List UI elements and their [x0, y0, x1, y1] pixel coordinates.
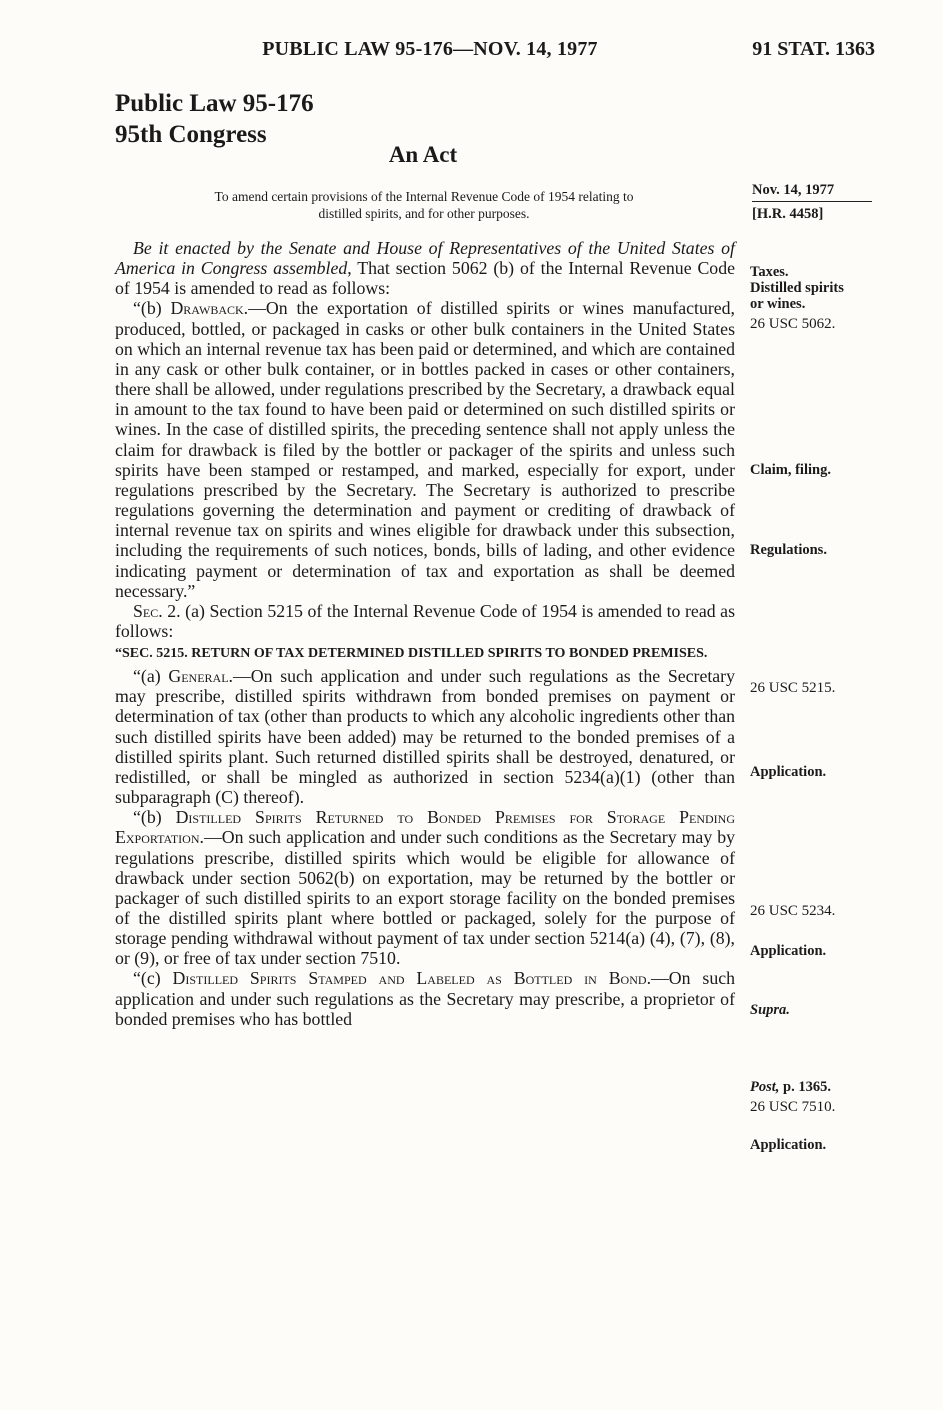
enacting-clause-rest: , That section 5062 (b) of the Internal Revenue Code of 1954 is amended to read as follows:	[115, 258, 735, 299]
margin-application-1: Application.	[750, 764, 827, 780]
subsection-b-heading: Drawback	[170, 298, 244, 319]
enacting-clause-italic: Be it enacted by the Senate and House of Representatives of the United States of America in Congress assembled	[115, 238, 735, 279]
bill-number: [H.R. 4458]	[752, 206, 824, 222]
purpose-line-2: distilled spirits, and for other purposes.	[318, 206, 530, 221]
subsection-b2-text: .—On such application and under such conditions as the Secretary may by regulations prescribe, distilled spirits which would be eligible for allowance of drawback under section 5062(b) on exportation, may be returned by the bottler or packager of such distilled spirits to an export storage facility on the bonded premises of the distilled spirits plant where bottled or packaged, solely for the purpose of storage pending withdrawal without payment of tax under section 5214(a) (4), (7), (8), or (9), or free of tax under section 7510.	[115, 827, 735, 969]
subsection-c-stamped	[115, 968, 735, 1028]
date-bill-box	[752, 182, 872, 223]
approval-date: Nov. 14, 1977	[752, 182, 872, 202]
margin-usc-5215: 26 USC 5215.	[750, 680, 836, 696]
enacting-clause	[115, 238, 735, 298]
subsection-b2-heading: Distilled Spirits Returned to Bonded Premises for Storage Pending Exportation	[115, 807, 735, 848]
section-2	[115, 601, 735, 641]
subsection-a-text: .—On such application and under such regulations as the Secretary may prescribe, distilled spirits withdrawn from bonded premises on payment or determination of tax (other than products to which any alcoholic ingredients other than such distilled spirits have been added) may be returned to the bonded premises of a distilled spirits plant. Such returned distilled spirits shall be destroyed, denatured, or redistilled, or shall be mingled as authorized in section 5234(a)(1) (other than subparagraph (C) thereof).	[115, 666, 735, 808]
margin-claim-filing: Claim, filing.	[750, 462, 831, 478]
margin-usc-7510: 26 USC 7510.	[750, 1099, 836, 1115]
subsection-b2-open: “(b)	[133, 807, 176, 828]
margin-distilled-spirits: Distilled spirits	[750, 280, 844, 296]
margin-usc-5234: 26 USC 5234.	[750, 903, 836, 919]
margin-post: Post,	[750, 1079, 780, 1095]
congress-number: 95th Congress	[115, 121, 267, 148]
law-number: Public Law 95-176	[115, 90, 314, 117]
subsection-b-open: “(b)	[133, 298, 171, 319]
margin-regulations: Regulations.	[750, 542, 827, 558]
margin-or-wines: or wines.	[750, 296, 806, 312]
margin-post-page: p. 1365.	[779, 1079, 831, 1095]
act-purpose	[115, 188, 733, 222]
subsection-a-open: “(a)	[133, 666, 169, 687]
margin-supra: Supra.	[750, 1002, 790, 1018]
subsection-b-text: .—On the exportation of distilled spirits or wines manufactured, produced, bottled, or packaged in casks or other bulk containers in the United States on which an internal revenue tax has been paid or determined, and which are contained in any cask or other bulk container, or in bottles packed in cases or other containers, there shall be allowed, under regulations prescribed by the Secretary, a drawback equal in amount to the tax found to have been paid or determined on such distilled spirits or wines. In the case of distilled spirits, the preceding sentence shall not apply unless the claim for drawback is filed by the bottler or packager of the spirits and unless such spirits have been stamped or restamped, and marked, especially for export, under regulations prescribed by the Secretary. The Secretary is authorized to prescribe regulations governing the determination and payment or crediting of drawback of internal revenue tax on spirits and wines eligible for drawback under this subsection, including the requirements of such notices, bonds, bills of lading, and other evidence indicating payment or determination of tax and exportation as shall be deemed necessary.”	[115, 298, 735, 601]
stat-reference: 91 STAT. 1363	[752, 38, 875, 60]
margin-post-ref	[750, 1079, 880, 1095]
subsection-c-heading: Distilled Spirits Stamped and Labeled as Bottled in Bond	[172, 968, 647, 989]
margin-taxes: Taxes.	[750, 264, 789, 280]
act-heading: An Act	[388, 142, 458, 167]
subsection-b-returned	[115, 807, 735, 968]
margin-application-3: Application.	[750, 1137, 827, 1153]
subsection-c-open: “(c)	[133, 968, 173, 989]
margin-note-taxes	[750, 264, 880, 312]
section-5215-heading: “SEC. 5215. RETURN OF TAX DETERMINED DISTILLED SPIRITS TO BONDED PREMISES.	[115, 646, 708, 662]
subsection-a-general	[115, 666, 735, 807]
section-2-label: Sec	[133, 600, 159, 621]
main-text	[115, 238, 735, 1029]
running-head: PUBLIC LAW 95-176—NOV. 14, 1977	[262, 38, 598, 60]
purpose-line-1: To amend certain provisions of the Internal Revenue Code of 1954 relating to	[214, 189, 634, 204]
margin-usc-5062: 26 USC 5062.	[750, 316, 836, 332]
margin-application-2: Application.	[750, 943, 827, 959]
subsection-b-drawback	[115, 298, 735, 600]
subsection-a-heading: General	[168, 666, 229, 687]
subsection-c-text: .—On such application and under such regulations as the Secretary may prescribe, a proprietor of bonded premises who has bottled	[115, 968, 736, 1029]
section-2-text: . 2. (a) Section 5215 of the Internal Revenue Code of 1954 is amended to read as follows:	[115, 600, 735, 641]
law-title-block	[115, 88, 314, 150]
